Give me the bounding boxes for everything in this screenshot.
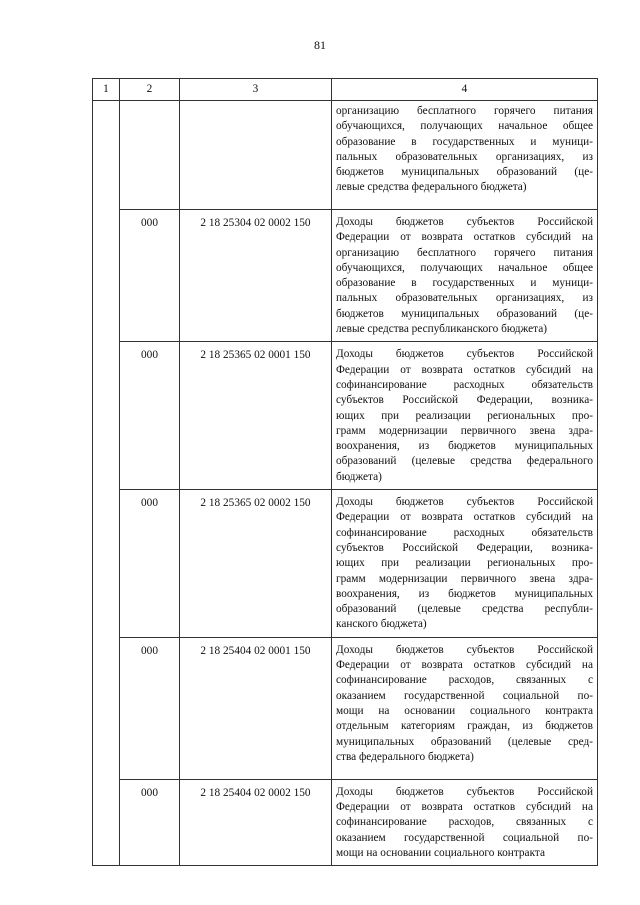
description-line: образование в государственных и муници- [336, 277, 593, 290]
revenue-description-cell [332, 779, 598, 865]
table-header-row [93, 79, 598, 101]
description-line: образование в государственных и муници- [336, 135, 593, 148]
description-line: бюджета) [336, 470, 382, 483]
table-row [93, 637, 598, 779]
table-row [93, 210, 598, 342]
description-line: субъектов Российской Федерации, возника- [336, 394, 593, 407]
description-line: Федерации от возврата остатков субсидий на [336, 801, 593, 814]
budget-code-cell: 2 18 25365 02 0002 150 [180, 490, 332, 638]
description-line: пальных образовательных организациях, из [336, 292, 593, 305]
description-line: пальных образовательных организациях, из [336, 150, 593, 163]
column-header-2: 2 [120, 79, 180, 101]
description-line: оказанием государственной социальной по- [336, 831, 593, 844]
description-line: Доходы бюджетов субъектов Российской [336, 348, 593, 361]
description-line: левые средства республиканского бюджета) [336, 323, 547, 336]
budget-code-cell: 2 18 25404 02 0002 150 [180, 779, 332, 865]
table-row [93, 779, 598, 865]
column-header-3: 3 [180, 79, 332, 101]
admin-code-cell: 000 [120, 637, 180, 779]
budget-code-cell: 2 18 25404 02 0001 150 [180, 637, 332, 779]
description-line: оказанием государственной социальной по- [336, 689, 593, 702]
description-line: мощи на основании социального контракта [336, 704, 593, 717]
description-line: мощи на основании социального контракта [336, 846, 545, 859]
admin-code-cell: 000 [120, 210, 180, 342]
description-line: Федерации от возврата остатков субсидий на [336, 231, 593, 244]
description-line: Доходы бюджетов субъектов Российской [336, 496, 593, 509]
column-header-1: 1 [93, 79, 120, 101]
description-line: отдельным категориям граждан, из бюджетов [336, 720, 593, 733]
description-line: обучающихся, получающих начальное общее [336, 120, 593, 133]
description-line: софинансирование расходов, связанных с [336, 674, 593, 687]
table-row [93, 342, 598, 490]
description-line: образований (целевые средства федерального [336, 455, 593, 468]
description-line: грамм модернизации первичного звена здра- [336, 572, 593, 585]
budget-code-cell: 2 18 25365 02 0001 150 [180, 342, 332, 490]
description-line: софинансирование расходных обязательств [336, 378, 593, 391]
revenue-description-cell [332, 210, 598, 342]
description-line: Федерации от возврата остатков субсидий на [336, 511, 593, 524]
revenue-description-cell [332, 342, 598, 490]
description-line: воохранения, из бюджетов муниципальных [336, 440, 593, 453]
revenue-description-cell [332, 101, 598, 210]
description-line: ющих при реализации региональных про- [336, 409, 593, 422]
description-line: бюджетов муниципальных образований (це- [336, 307, 593, 320]
description-line: образований (целевые средства республи- [336, 603, 593, 616]
column-header-4: 4 [332, 79, 598, 101]
description-line: обучающихся, получающих начальное общее [336, 261, 593, 274]
page-number: 81 [314, 38, 326, 52]
description-line: воохранения, из бюджетов муниципальных [336, 587, 593, 600]
description-line: Федерации от возврата остатков субсидий на [336, 363, 593, 376]
description-line: софинансирование расходов, связанных с [336, 816, 593, 829]
admin-code-cell: 000 [120, 342, 180, 490]
description-line: Доходы бюджетов субъектов Российской [336, 785, 593, 798]
revenue-description-cell [332, 637, 598, 779]
description-line: грамм модернизации первичного звена здра- [336, 424, 593, 437]
description-line: организацию бесплатного горячего питания [336, 105, 593, 117]
description-line: ства федерального бюджета) [336, 750, 474, 763]
description-line: софинансирование расходных обязательств [336, 526, 593, 539]
description-line: ющих при реализации региональных про- [336, 557, 593, 570]
budget-code-cell: 2 18 25304 02 0002 150 [180, 210, 332, 342]
table-row [93, 490, 598, 638]
budget-revenue-table [92, 78, 598, 866]
row-number-cell [93, 101, 120, 866]
admin-code-cell: 000 [120, 779, 180, 865]
table-body [93, 101, 598, 866]
table-row [93, 101, 598, 210]
admin-code-cell: 000 [120, 490, 180, 638]
description-line: бюджетов муниципальных образований (це- [336, 166, 593, 179]
description-line: Доходы бюджетов субъектов Российской [336, 643, 593, 656]
description-line: муниципальных образований (целевые сред- [336, 735, 593, 748]
description-line: Федерации от возврата остатков субсидий на [336, 659, 593, 672]
description-line: Доходы бюджетов субъектов Российской [336, 216, 593, 228]
description-line: канского бюджета) [336, 618, 427, 631]
description-line: субъектов Российской Федерации, возника- [336, 541, 593, 554]
description-line: левые средства федерального бюджета) [336, 181, 527, 194]
admin-code-cell [120, 101, 180, 210]
revenue-description-cell [332, 490, 598, 638]
description-line: организацию бесплатного горячего питания [336, 246, 593, 259]
budget-code-cell [180, 101, 332, 210]
